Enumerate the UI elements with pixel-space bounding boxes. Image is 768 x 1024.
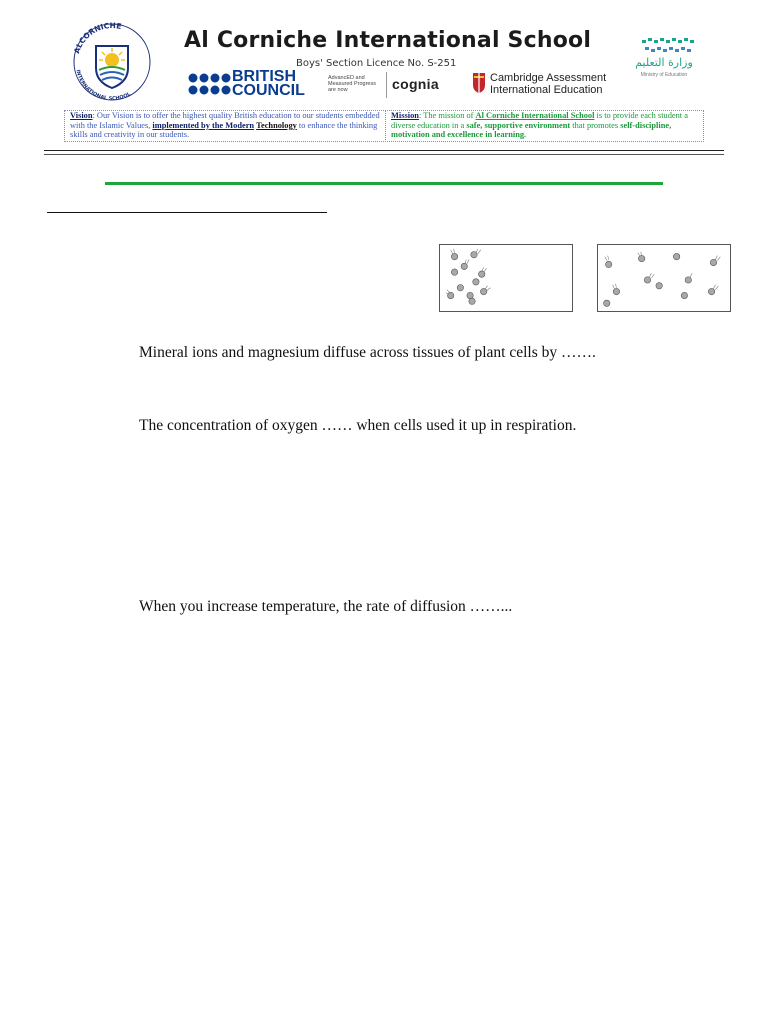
concentrated-particles-diagram <box>439 244 573 312</box>
header-rule <box>44 150 724 151</box>
british-council-logo-icon <box>188 72 232 96</box>
mission-emphasis-2: self-discipline, motivation and excellence in learning. <box>391 120 672 140</box>
logo-text-top: ALCORNICHE <box>72 22 123 55</box>
cambridge-line2: International Education <box>490 84 603 96</box>
ministry-of-education-logo-icon <box>640 36 698 56</box>
ministry-arabic: وزارة التعليم <box>635 56 693 69</box>
vision-emphasis-2: Technology <box>256 120 297 130</box>
mission-label: Mission <box>391 111 419 120</box>
logo-divider <box>386 72 387 98</box>
cambridge-shield-icon <box>472 72 486 94</box>
british-council-line2: COUNCIL <box>232 82 305 99</box>
ministry-english: Ministry of Education <box>640 72 688 78</box>
mission-statement: Mission: The mission of Al Corniche International School is to provide each student a diverse education in a safe, supportive environment that promotes self-discipline, motivation and excellence in learning. <box>391 111 688 140</box>
question-3: When you increase temperature, the rate of diffusion ……... <box>139 598 513 615</box>
british-council-name <box>232 70 305 98</box>
cognia-logo: cognia <box>392 76 439 92</box>
vision-label: Vision <box>70 111 93 120</box>
cambridge-line1: Cambridge Assessment <box>490 72 607 84</box>
mission-emphasis: safe, supportive environment <box>466 120 571 130</box>
question-1: Mineral ions and magnesium diffuse across tissues of plant cells by ……. <box>139 344 596 361</box>
vision-statement: Vision: Our Vision is to offer the highest quality British education to our students embedded with the Islamic Values, implemented by the Modern Technology to enhance the thinking skills and creativity in our students. <box>70 111 380 140</box>
accreditation-note: AdvancED and Measured Progress are now <box>328 75 376 93</box>
vision-mission-divider <box>385 110 387 142</box>
question-2: The concentration of oxygen …… when cells used it up in respiration. <box>139 417 577 434</box>
vision-emphasis: implemented by the Modern <box>152 120 255 130</box>
name-line <box>47 212 327 213</box>
british-council-line1: BRITISH <box>232 68 296 85</box>
licence-number: Boys' Section Licence No. S-251 <box>296 58 457 69</box>
school-logo <box>66 22 158 104</box>
mission-school-name: Al Corniche International School <box>475 111 595 120</box>
diffused-particles-diagram <box>597 244 731 312</box>
school-name: Al Corniche International School <box>184 28 592 53</box>
cambridge-name <box>490 72 606 96</box>
logo-text-bottom: INTERNATIONAL SCHOOL <box>74 69 132 103</box>
header-rule-2 <box>44 154 724 155</box>
title-line <box>105 182 663 185</box>
